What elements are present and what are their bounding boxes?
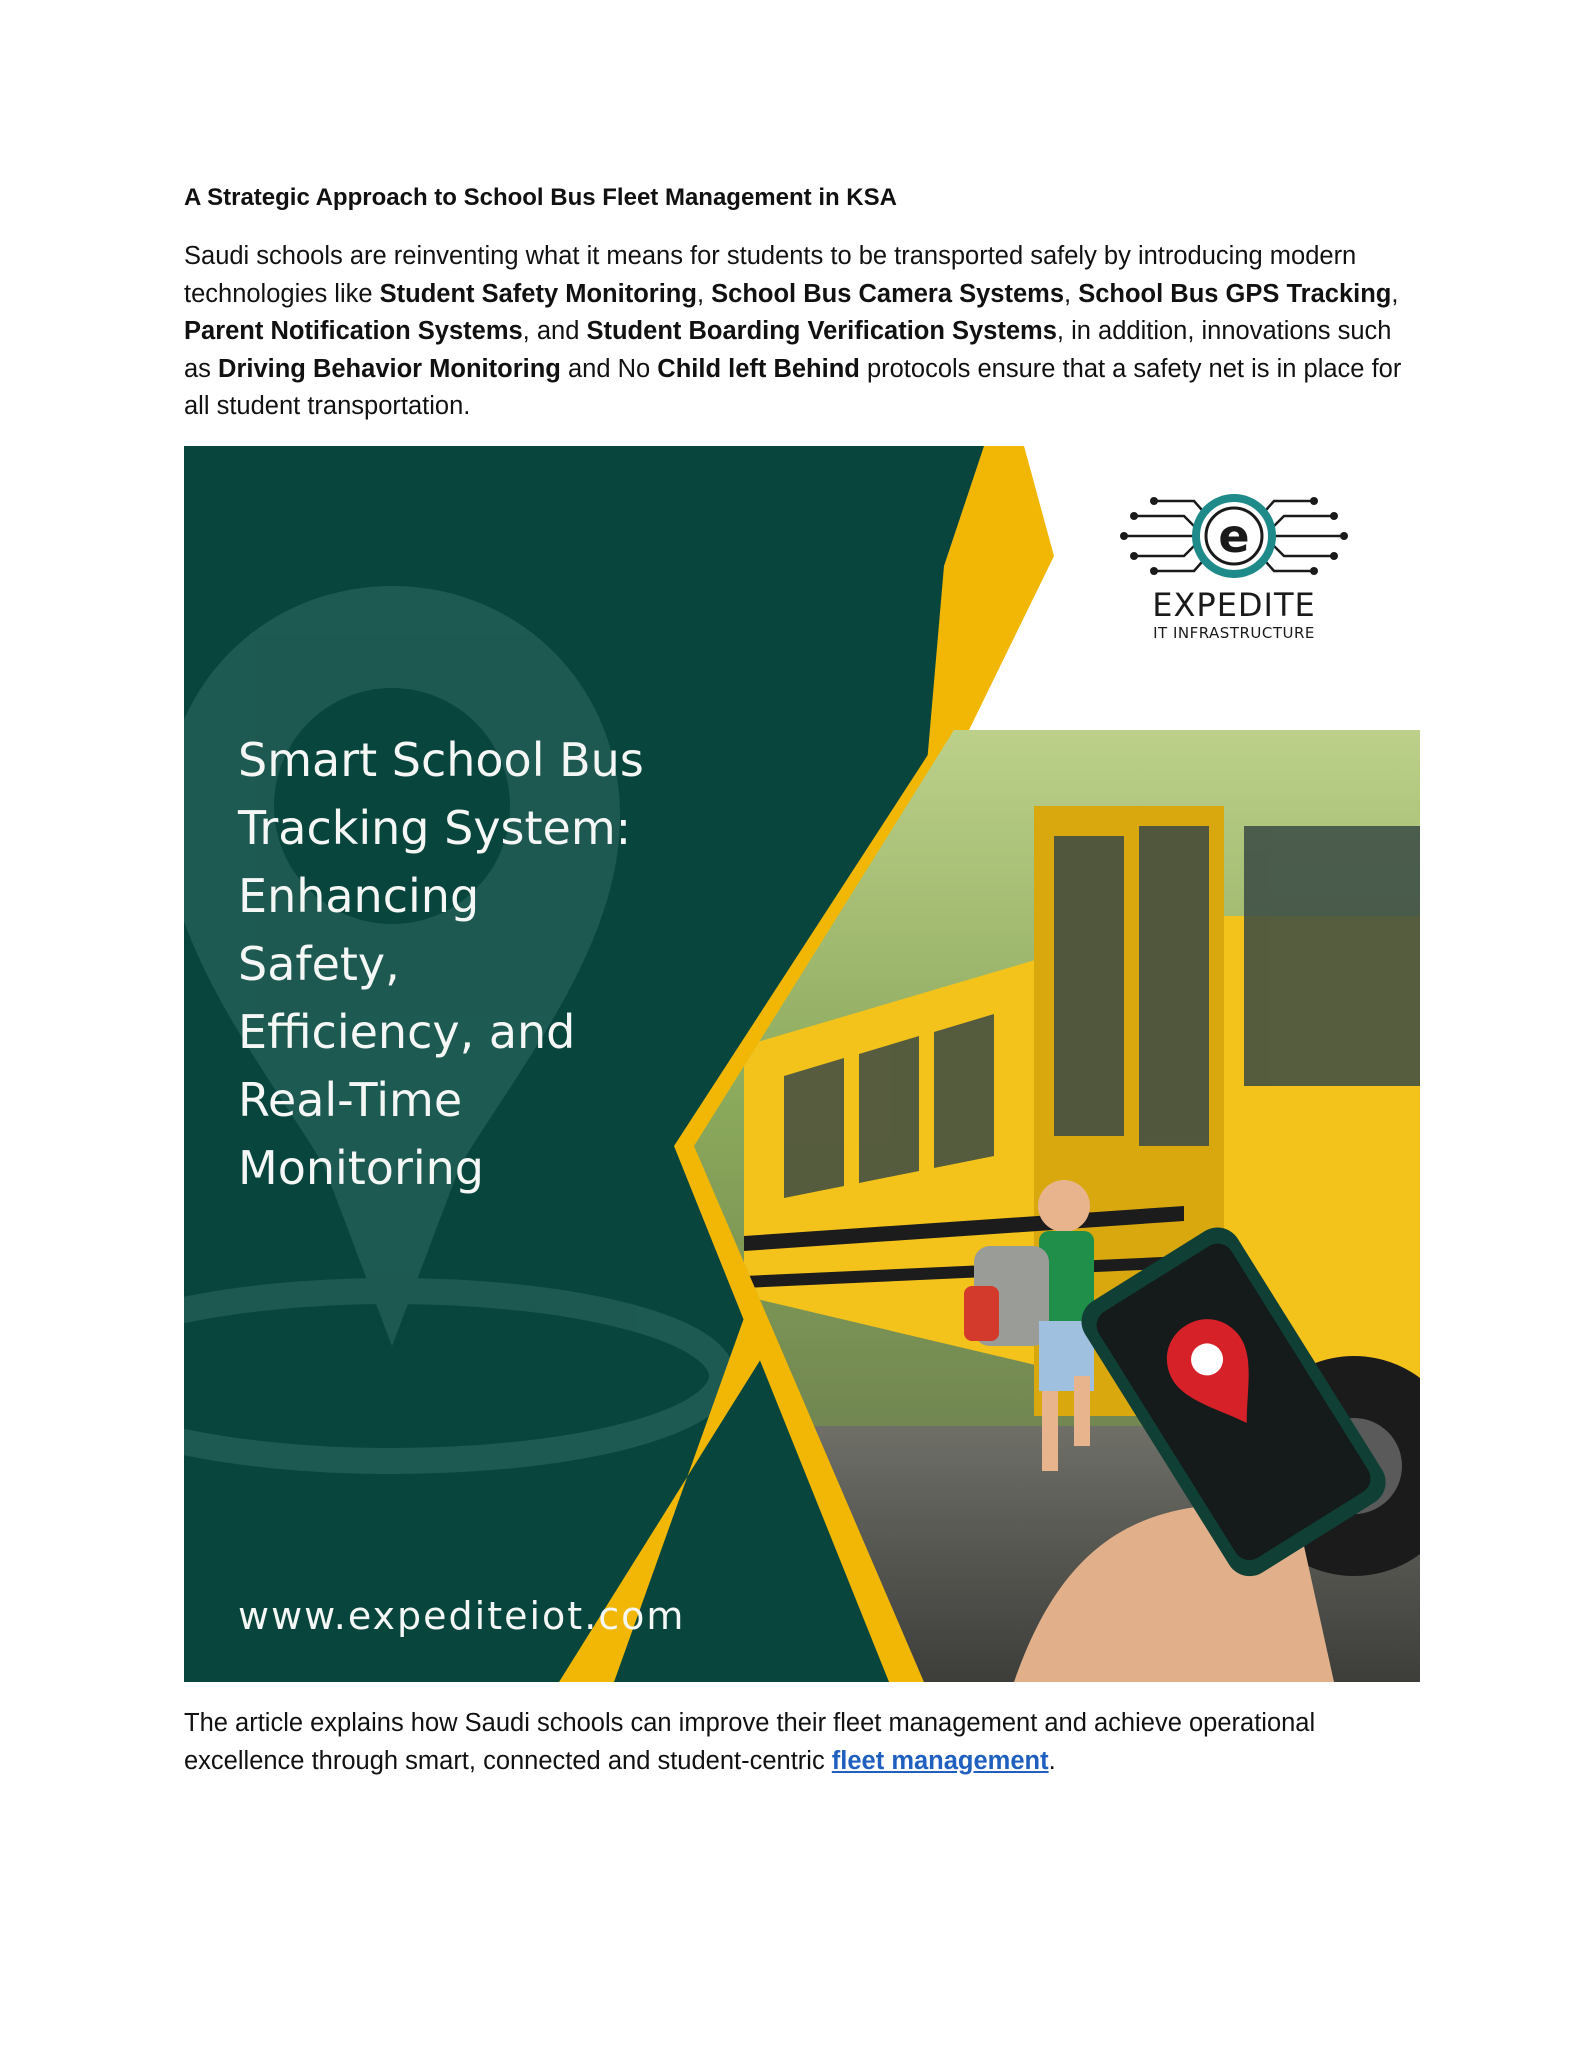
banner-title-line: Tracking System: xyxy=(238,801,632,855)
banner-title-line: Monitoring xyxy=(238,1141,484,1195)
logo-name: EXPEDITE xyxy=(1152,586,1316,624)
banner-title-line: Smart School Bus xyxy=(238,733,644,787)
intro-bold-student-safety: Student Safety Monitoring xyxy=(379,279,697,308)
closing-text: The article explains how Saudi schools can improve their fleet management and achieve operational excellence through smart, connected and student-centric xyxy=(184,1709,1316,1775)
banner-title xyxy=(238,726,738,1202)
closing-period: . xyxy=(1048,1747,1056,1775)
promo-banner xyxy=(184,446,1420,1682)
intro-paragraph xyxy=(184,238,1424,426)
fleet-management-link[interactable]: fleet management xyxy=(831,1747,1049,1775)
banner-title-line: Safety, xyxy=(238,937,400,991)
circuit-logo-icon xyxy=(1114,486,1354,586)
intro-bold-parent-notification: Parent Notification Systems xyxy=(184,317,523,345)
intro-bold-boarding-verification: Student Boarding Verification Systems xyxy=(586,317,1057,345)
intro-bold-camera-systems: School Bus Camera Systems xyxy=(711,279,1065,308)
expedite-logo xyxy=(1114,486,1354,646)
intro-text: protocols ensure that a safety net is in place for all student transportation. xyxy=(184,354,1402,420)
closing-paragraph xyxy=(184,1704,1424,1780)
logo-subtitle: IT INFRASTRUCTURE xyxy=(1153,624,1315,642)
logo-letter: e xyxy=(1218,509,1250,563)
intro-text: , xyxy=(696,279,712,308)
intro-text: , xyxy=(1064,279,1079,308)
school-bus-photo xyxy=(684,730,1420,1682)
intro-bold-driving-behavior: Driving Behavior Monitoring xyxy=(218,354,561,383)
intro-text: Saudi schools are reinventing what it means for students to be transported safely by introducing modern technologies like xyxy=(184,242,1357,308)
intro-text: , and xyxy=(522,317,587,345)
intro-bold-gps-tracking: School Bus GPS Tracking xyxy=(1078,279,1392,308)
banner-title-line: Efficiency, and xyxy=(238,1005,576,1059)
banner-website-url: www.expediteiot.com xyxy=(238,1594,686,1638)
intro-bold-child-left-behind: Child left Behind xyxy=(657,354,860,383)
intro-text: and No xyxy=(560,354,658,383)
banner-title-line: Enhancing xyxy=(238,869,480,923)
page-heading: A Strategic Approach to School Bus Fleet Management in KSA xyxy=(184,184,897,211)
banner-title-line: Real-Time xyxy=(238,1073,463,1127)
intro-text: , in addition, innovations such as xyxy=(184,317,1392,383)
intro-text: , xyxy=(1391,279,1399,308)
